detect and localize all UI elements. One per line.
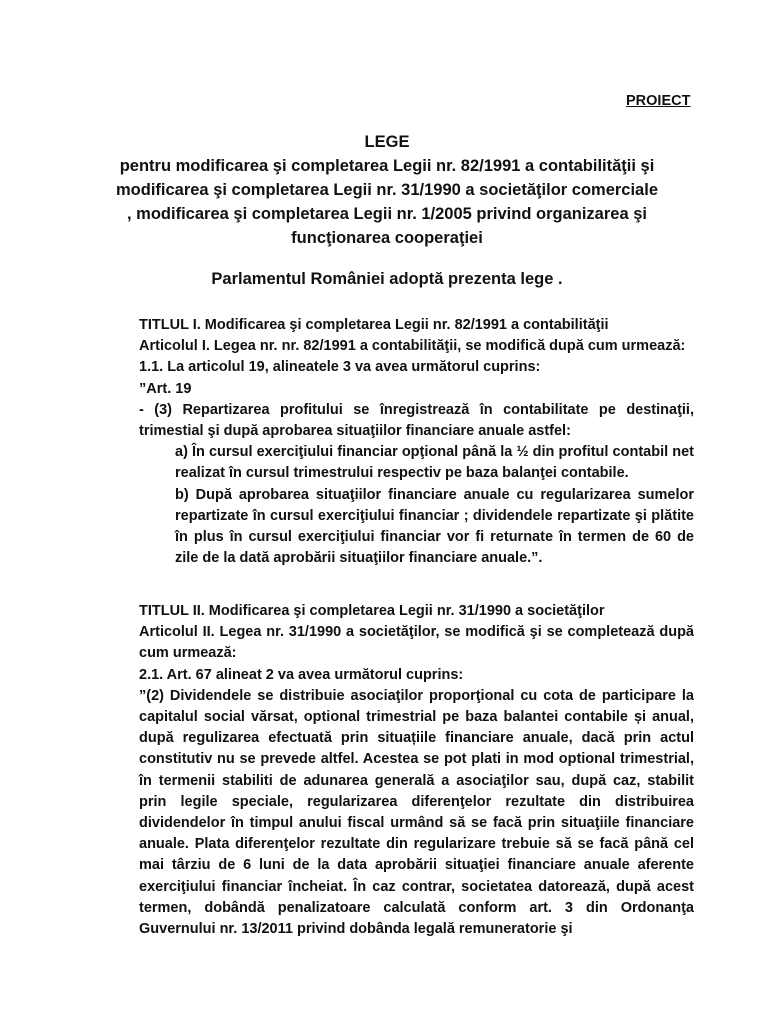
law-heading: [80, 130, 694, 250]
title-2-section: [82, 601, 694, 940]
law-title: LEGE: [364, 133, 410, 151]
law-subtitle-line: modificarea şi completarea Legii nr. 31/1990 a societăţilor comerciale: [115, 181, 658, 199]
title-1-heading: TITLUL I. Modificarea şi completarea Legii nr. 82/1991 a contabilităţii: [139, 317, 609, 333]
law-subtitle-line: pentru modificarea şi completarea Legii nr. 82/1991 a contabilităţii şi: [119, 157, 655, 175]
art-19-label: ”Art. 19: [139, 380, 192, 397]
paragraph-2: ”(2) Dividendele se distribuie asociaţilor proporţional cu cota de participare la capitalul social vărsat, optional trimestrial pe baza balantei contabile și anual, după regulizarea efectuată prin situațiile financiare anuale, dacă prin actul constitutiv nu se prevede altfel. Acestea se pot plati in mod optional trimestrial, în termenii stabiliti de adunarea generală a asociaţilor sau, după caz, stabilit prin legile speciale, regularizarea diferenţelor rezultate din distribuirea dividendelor în timpul anului fiscal urmând să se facă prin situaţiile financiare anuale. Plata diferenţelor rezultate din regularizare trebuie să se facă până cel mai târziu de 6 luni de la data aprobării situaţiei financiare anuale aferente exerciţiului financiar încheiat. În caz contrar, societatea datorează, după acest termen, dobândă penalizatoare calculată conform art. 3 din Ordonanţa Guvernului nr. 13/2011 privind dobânda legală remuneratorie şi: [139, 687, 694, 938]
law-subtitle-line: , modificarea şi completarea Legii nr. 1/2005 privind organizarea şi: [127, 205, 647, 223]
paragraph-3: - (3) Repartizarea profitului se înregistrează în contabilitate pe destinaţii, trimestial şi după aprobarea situaţiilor financiare anuale astfel:: [139, 401, 694, 440]
point-2-1: 2.1. Art. 67 alineat 2 va avea următorul cuprins:: [139, 666, 464, 683]
title-2-heading: TITLUL II. Modificarea şi completarea Legii nr. 31/1990 a societăţilor: [139, 603, 605, 619]
point-1-1: 1.1. La articolul 19, alineatele 3 va avea următorul cuprins:: [139, 359, 541, 376]
paragraph-a: a) În cursul exerciţiului financiar opţional până la ½ din profitul contabil net realizat în cursul trimestrului respectiv pe baza balanţei contabile.: [175, 444, 694, 482]
article-2: Articolul II. Legea nr. 31/1990 a societăţilor, se modifică şi se completează după cum urmează:: [139, 624, 694, 662]
draft-stamp: PROIECT: [626, 93, 691, 109]
article-1: Articolul I. Legea nr. nr. 82/1991 a contabilităţii, se modifică după cum urmează:: [139, 338, 686, 355]
adoption-statement: Parlamentul României adoptă prezenta lege .: [211, 270, 563, 288]
title-1-section: [82, 315, 694, 569]
paragraph-b: b) După aprobarea situaţiilor financiare anuale cu regularizarea sumelor repartizate în cursul exerciţiului financiar ; dividendele repartizate şi plătite în plus în cursul exerciţiului financiar vor fi returnate în termen de 60 de zile de la dată aprobării situaţiilor financiare anuale.”.: [175, 486, 694, 567]
law-subtitle-line: funcţionarea cooperaţiei: [291, 229, 483, 247]
